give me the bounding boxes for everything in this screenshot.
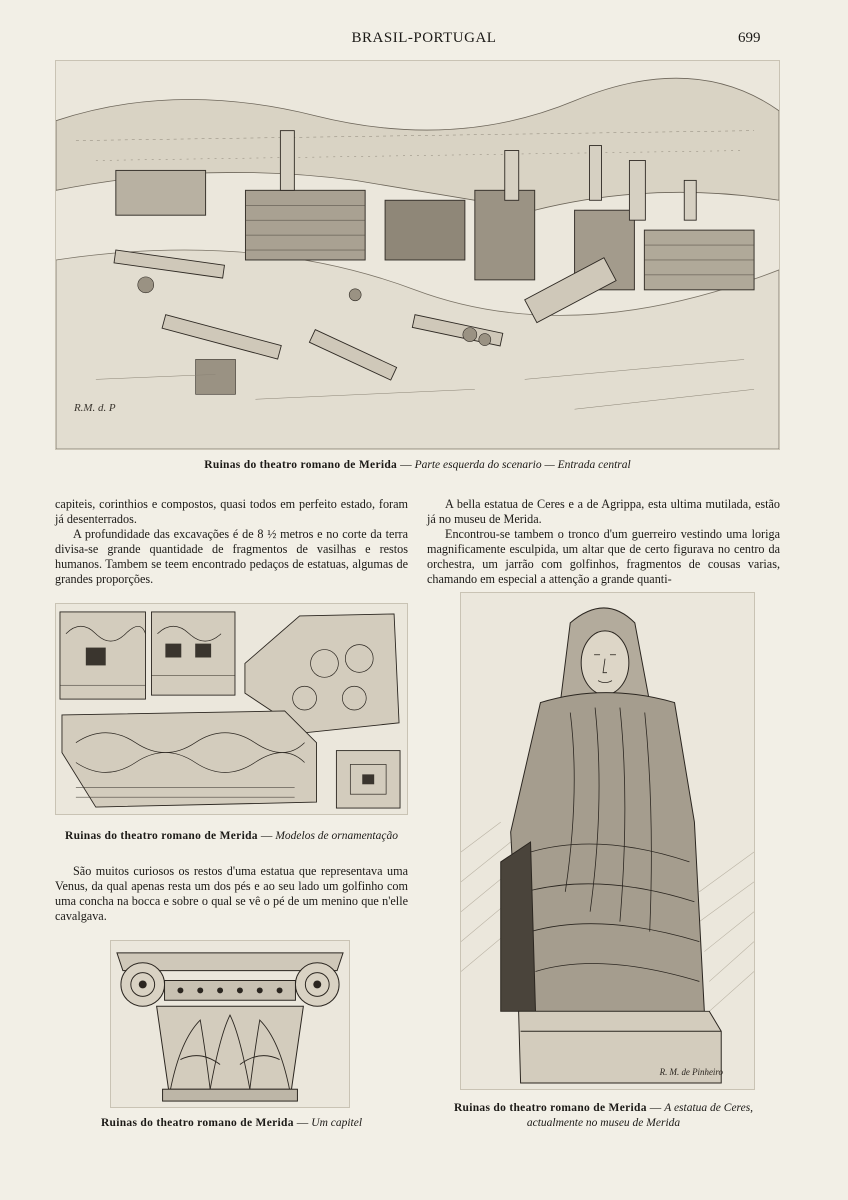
ruins-caption: [55, 458, 780, 473]
ceres-caption-subtitle: A estatua de Ceres,: [664, 1102, 754, 1114]
venus-paragraph-block: [55, 864, 408, 924]
ornaments-caption: [55, 829, 408, 844]
capital-caption: [55, 1116, 408, 1131]
ruins-drawing: [56, 61, 779, 449]
capital-caption-sep: —: [296, 1117, 309, 1129]
ruins-caption-subtitle: Parte esquerda do scenario — Entrada central: [414, 459, 631, 471]
venus-paragraph: São muitos curiosos os restos d'uma estatua que representava uma Venus, da qual apenas resta um dos pés e ao seu lado um golfinho com uma concha na bocca e sobre o qual se vê o pé de um menino que n'elle cavalgava.: [55, 864, 408, 923]
ceres-signature: R. M. de Pinheiro: [659, 1067, 724, 1078]
left-paragraph-1: capiteis, corinthios e compostos, quasi todos em perfeito estado, foram já desenterrados.: [55, 497, 408, 526]
ruins-caption-sep: —: [400, 459, 412, 471]
capital-drawing: [111, 941, 349, 1107]
right-column-text: [427, 497, 780, 587]
ceres-caption-subtitle-line2: actualmente no museu de Merida: [526, 1116, 681, 1129]
ruins-caption-title: Ruinas do theatro romano de Merida: [204, 459, 398, 471]
running-title: BRASIL-PORTUGAL: [351, 30, 497, 46]
ceres-caption-title: Ruinas do theatro romano de Merida: [453, 1102, 647, 1114]
ornaments-caption-sep: —: [260, 830, 273, 842]
ceres-caption-sep: —: [649, 1102, 662, 1114]
left-column-text: [55, 497, 408, 587]
right-paragraph-1: A bella estatua de Ceres e a de Agrippa, esta ultima mutilada, estão já no museu de Merida.: [427, 497, 780, 526]
ceres-caption: [427, 1101, 780, 1131]
ornaments-illustration: [55, 603, 408, 815]
ceres-statue-illustration: [460, 592, 755, 1090]
ruins-illustration: [55, 60, 780, 450]
capital-caption-title: Ruinas do theatro romano de Merida: [100, 1117, 294, 1129]
capital-illustration: [110, 940, 350, 1108]
ornaments-drawing: [56, 604, 407, 814]
ornaments-caption-title: Ruinas do theatro romano de Merida: [65, 830, 258, 842]
capital-caption-subtitle: Um capitel: [311, 1117, 363, 1129]
left-paragraph-2: A profundidade das excavações é de 8 ½ metros e no corte da terra divisa-se grande quantidade de fragmentos de vasilhas e restos humanos. Tambem se teem encontrado pedaços de estatuas, algumas de grandes proporções.: [55, 527, 408, 586]
ruins-signature: R.M. d. P: [73, 402, 116, 415]
right-paragraph-2: Encontrou-se tambem o tronco d'um guerreiro vestindo uma loriga magnificamente esculpida, um altar que de certo figurava no centro da orchestra, um jarrão com golfinhos, fragmentos de cousas varias, chamando em especial a attenção a grande quanti-: [427, 527, 780, 586]
ornaments-caption-subtitle: Modelos de ornamentação: [275, 830, 398, 842]
page-number: 699: [738, 30, 761, 46]
ceres-statue-drawing: [461, 593, 754, 1089]
